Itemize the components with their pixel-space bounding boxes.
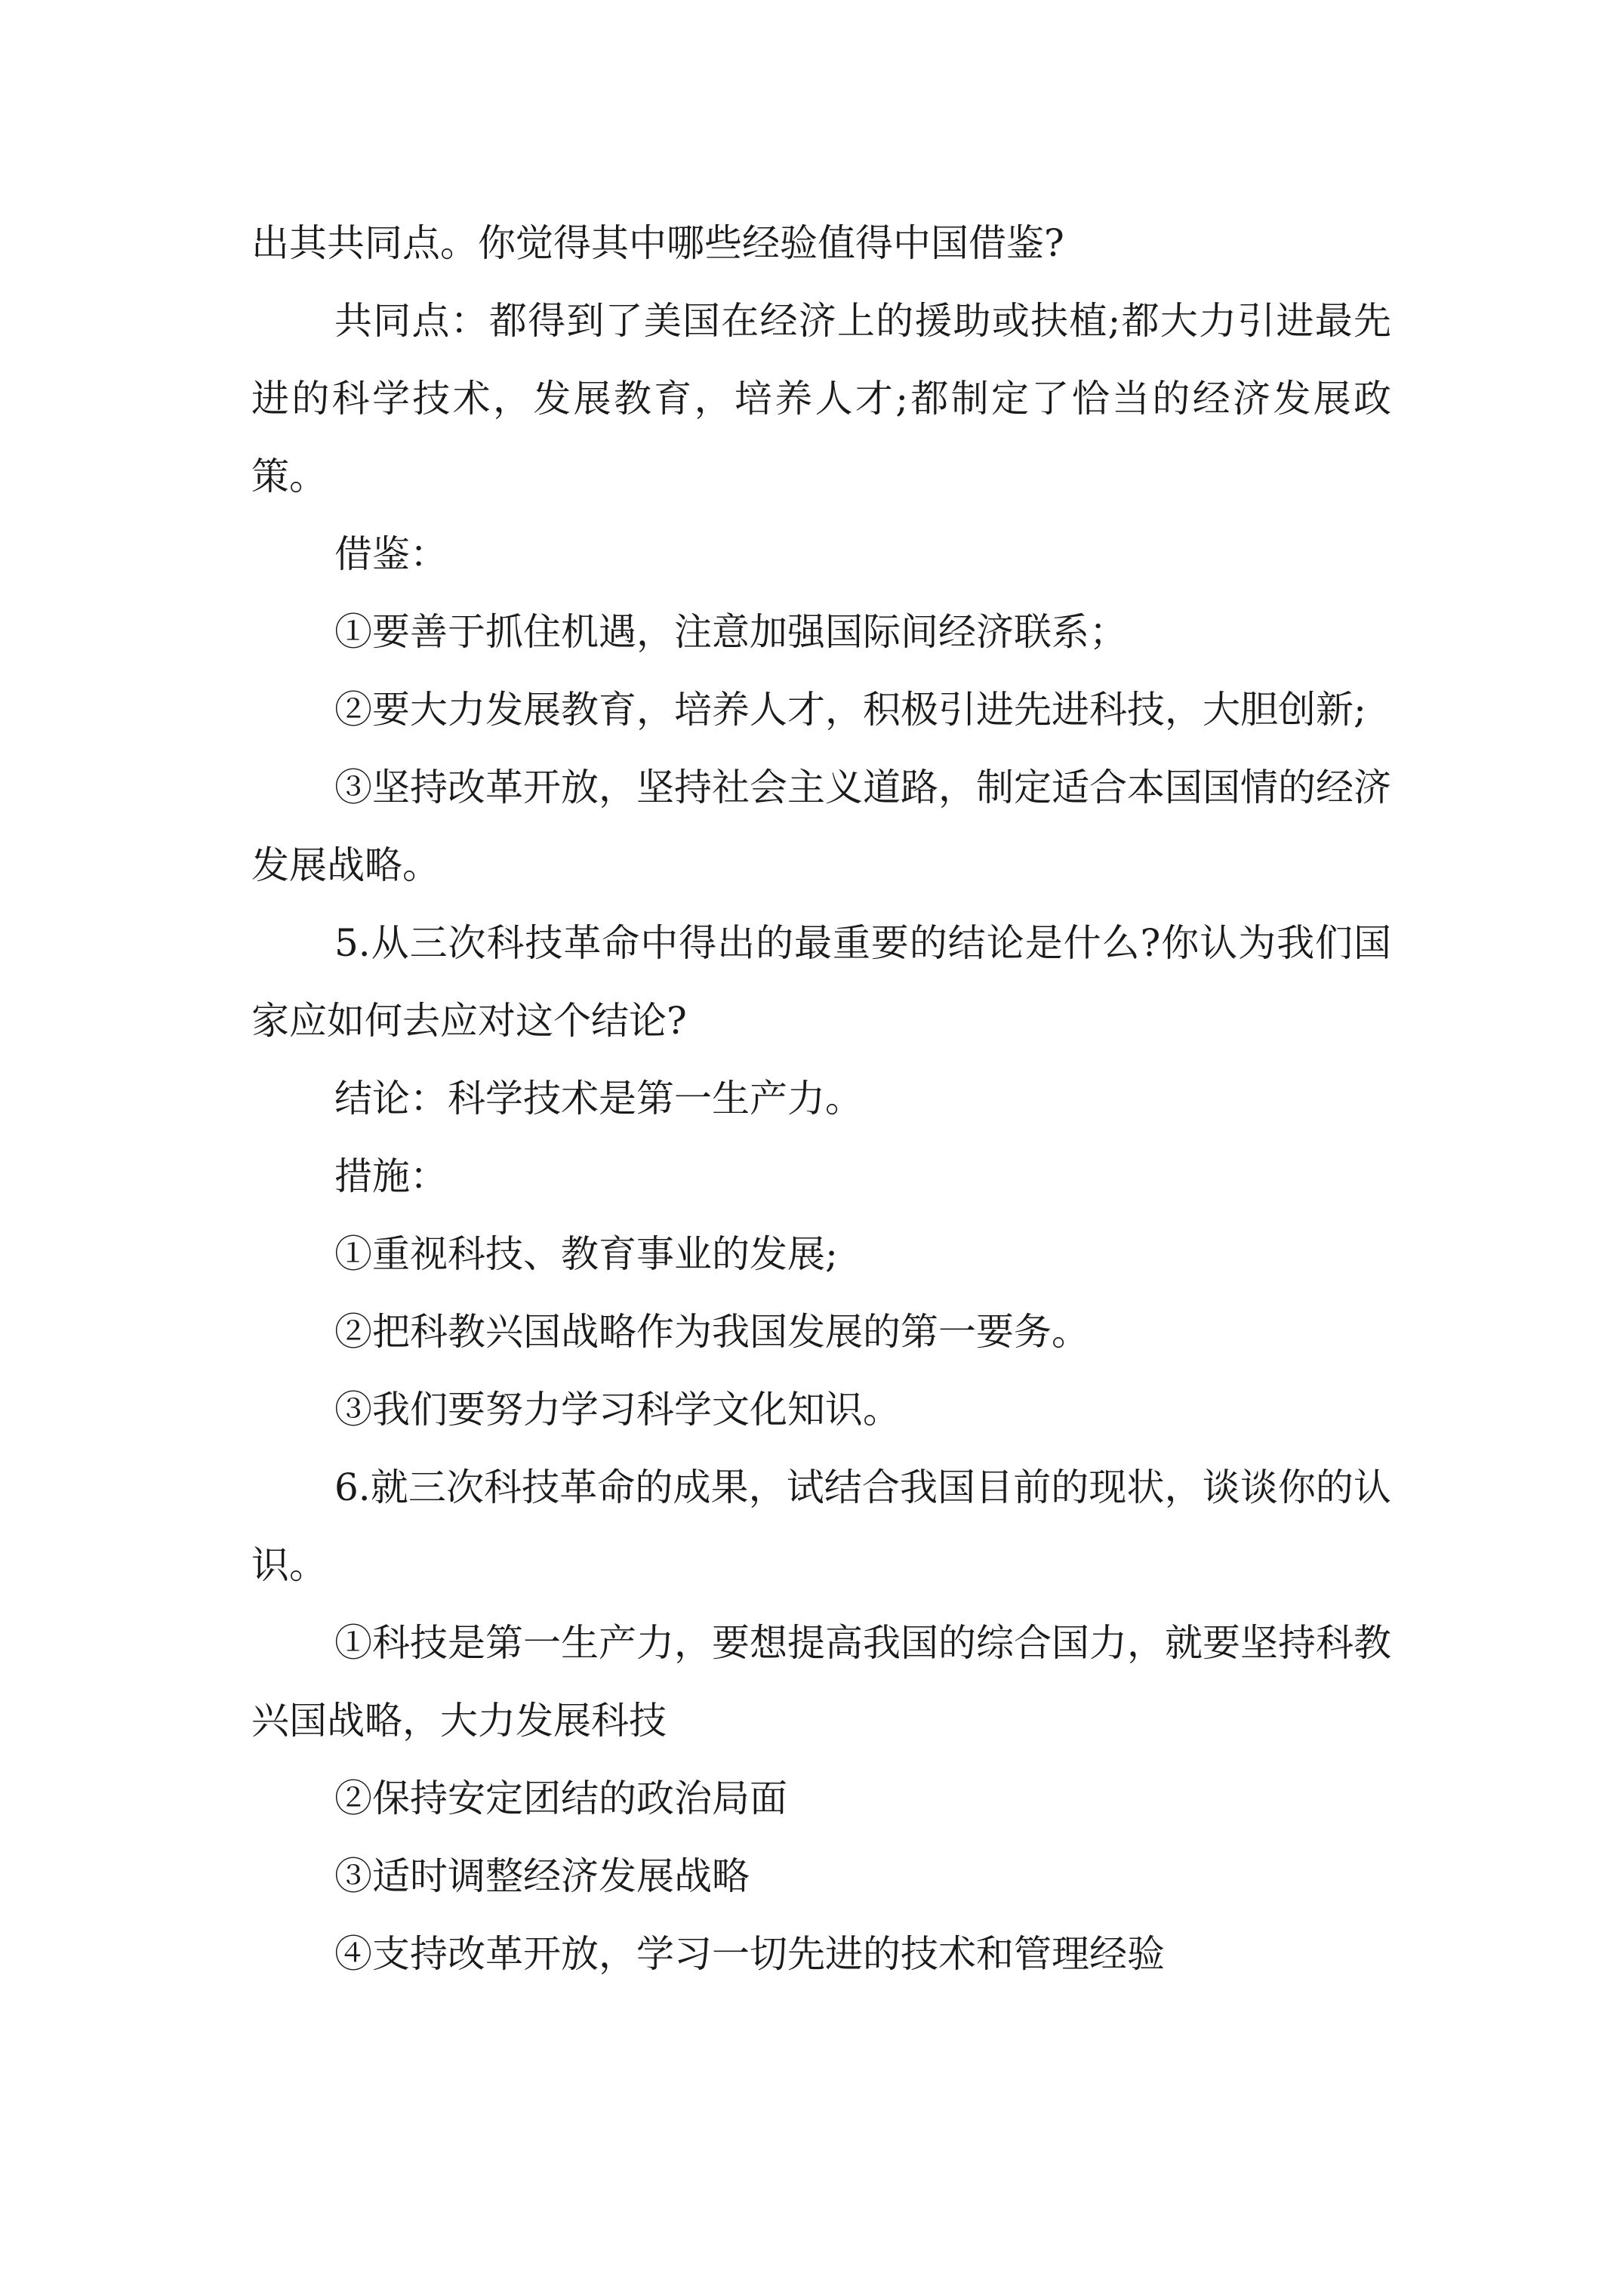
- paragraph-answer-2: ②保持安定团结的政治局面: [334, 1777, 787, 1820]
- paragraph-conclusion: 结论：科学技术是第一生产力。: [334, 1077, 863, 1120]
- paragraph-question-6: 6.就三次科技革命的成果，试结合我国目前的现状，谈谈你的认识。: [251, 1465, 1391, 1587]
- paragraph-measure-3: ③我们要努力学习科学文化知识。: [334, 1388, 901, 1432]
- paragraph-measure-1: ①重视科技、教育事业的发展;: [334, 1232, 838, 1276]
- paragraph-answer-3: ③适时调整经济发展战略: [334, 1854, 750, 1898]
- paragraph-lesson-2: ②要大力发展教育，培养人才，积极引进先进科技，大胆创新;: [334, 688, 1366, 732]
- paragraph-measures-heading: 措施：: [334, 1154, 448, 1198]
- paragraph-measure-2: ②把科教兴国战略作为我国发展的第一要务。: [334, 1310, 1089, 1354]
- document-body: [251, 205, 1391, 1993]
- paragraph-common-points: 共同点：都得到了美国在经济上的援助或扶植;都大力引进最先进的科学技术，发展教育，培养人才;都制定了恰当的经济发展政策。: [251, 299, 1391, 498]
- paragraph-answer-1: ①科技是第一生产力，要想提高我国的综合国力，就要坚持科教兴国战略，大力发展科技: [251, 1621, 1391, 1743]
- paragraph-lessons-heading: 借鉴：: [334, 532, 448, 576]
- paragraph-answer-4: ④支持改革开放，学习一切先进的技术和管理经验: [334, 1932, 1165, 1976]
- paragraph-question-continuation: 出其共同点。你觉得其中哪些经验值得中国借鉴?: [251, 221, 1064, 265]
- paragraph-question-5: 5.从三次科技革命中得出的最重要的结论是什么?你认为我们国家应如何去应对这个结论?: [251, 921, 1391, 1043]
- paragraph-lesson-3: ③坚持改革开放，坚持社会主义道路，制定适合本国国情的经济发展战略。: [251, 766, 1391, 887]
- paragraph-lesson-1: ①要善于抓住机遇，注意加强国际间经济联系；: [334, 610, 1127, 654]
